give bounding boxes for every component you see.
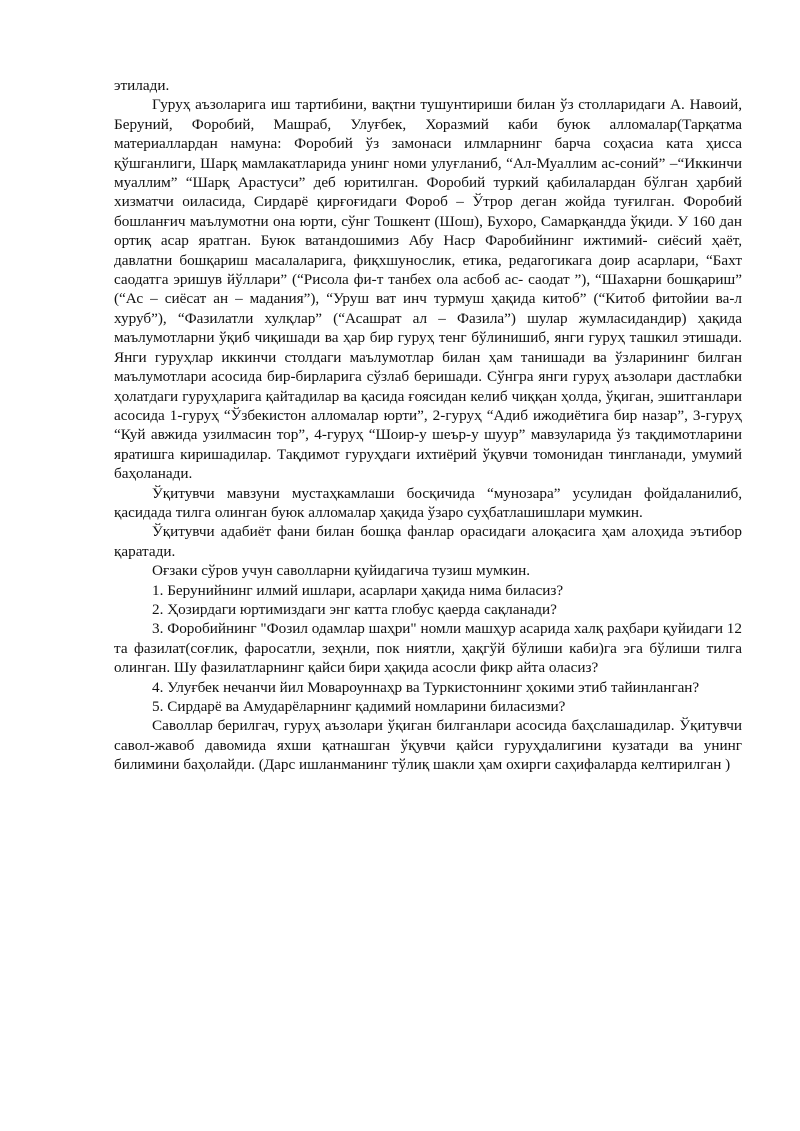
paragraph-debate: Ўқитувчи мавзуни мустаҳкамлаши босқичида “мунозара” усулидан фойдаланилиб, қасидада тилга олинган буюк алломалар ҳақида ўзаро суҳбатлашишлари мумкин.: [114, 484, 742, 521]
question-item-2: 2. Ҳозирдаги юртимиздаги энг катта глобус қаерда сақланади?: [152, 600, 557, 618]
paragraph-group-work: Гуруҳ аъзоларига иш тартибини, вақтни тушунтириши билан ўз столларидаги А. Навоий, Беруний, Форобий, Машраб, Улуғбек, Хоразмий каби буюк алломалар(Тарқатма материаллардан намуна: Форобий ўз замонаси илмларнинг барча соҳасиа ката ҳисса қўшганлиги, Шарқ мамлакатларида унинг номи улуғланиб, “Ал-Муаллим ас-соний” –“Иккинчи муаллим” “Шарқ Арастуси” деб юритилган. Форобий туркий қабилалардан бўлган ҳарбий хизматчи оиласида, Сирдарё қирғоғидаги Фороб – Ўтрор деган жойда туғилган. Форобий бошланғич маълумотни она юрти, сўнг Тошкент (Шош), Бухоро, Самарқандда ўқиди. У 160 дан ортиқ асар яратган. Буюк ватандошимиз Абу Наср Фаробийнинг ижтимий- сиёсий ҳаёт, давлатни бошқариш масалаларига, фиқхшунослик, етика, редагогикага доир асарлари, “Бахт саодатга эришув йўллари” (“Рисола фи-т танбех ола асбоб ас- саодат ”), “Шахарни бошқариш” (“Ас – сиёсат ан – мадания”), “Уруш ват инч турмуш ҳақида китоб” (“Китоб фитойии ва-л хуруб”), “Фазилатли хулқлар” (“Асашрат ал – Фазила”) шулар жумласидандир) ҳақида маълумотларни ўқиб чиқишади ва ҳар бир гуруҳ тенг бўлинишиб, янги гуруҳ ташкил этишади. Янги гуруҳлар иккинчи столдаги маълумотлар билан ҳам танишади ва ўзларининг билган маълумотлари асосида бир-бирларига сўзлаб беришади. Сўнгра янги гуруҳ аъзолари дастлабки ҳолатдаги гуруҳларига қайтадилар ва қасида ғоясидан келиб чиққан ҳолда, ўқиган, эшитганлари асосида 1-гуруҳ “Ўзбекистон алломалар юрти”, 2-гуруҳ “Адиб ижодиётига бир назар”, 3-гуруҳ “Куй авжида узилмасин тор”, 4-гуруҳ “Шоир-у шеър-у шуур” мавзуларида ўз тақдимотларини яратишга киришадилар. Тақдимот гуруҳдаги ихтиёрий ўқувчи томонидан тингланади, умумий баҳоланади.: [114, 96, 742, 483]
paragraph-conclusion: Саволлар берилгач, гуруҳ аъзолари ўқиган билганлари асосида баҳслашадилар. Ўқитувчи савол-жавоб давомида яхши қатнашган ўқувчи қайси гуруҳдалигини кузатади ва унинг билимини баҳолайди. (Дарс ишланманинг тўлиқ шакли ҳам охирги саҳифаларда келтирилган ): [114, 717, 742, 774]
paragraph-continuation: этилади.: [114, 77, 170, 94]
paragraph-interdisciplinary: Ўқитувчи адабиёт фани билан бошқа фанлар орасидаги алоқасига ҳам алоҳида эътибор қаратади.: [114, 523, 742, 560]
question-item-1: 1. Берунийнинг илмий ишлари, асарлари ҳақида нима биласиз?: [152, 581, 564, 599]
question-item-5: 5. Сирдарё ва Амударёларнинг қадимий номларини биласизми?: [152, 698, 566, 715]
question-item-3: 3. Форобийнинг "Фозил одамлар шаҳри" номли машҳур асарида халқ раҳбари қуйидаги 12 та фазилат(соғлик, фаросатли, зеҳнли, пок ниятли, ҳақгўй бўлиши каби)га эга бўлиши тилга олинган. Шу фазилатларнинг қайси бири ҳақида асосли фикр айта оласиз?: [114, 620, 742, 677]
paragraph-questions-intro: Оғзаки сўров учун саволларни қуйидагича тузиш мумкин.: [152, 562, 531, 580]
question-item-4: 4. Улуғбек нечанчи йил Мовароуннаҳр ва Туркистоннинг ҳокими этиб тайинланган?: [152, 678, 700, 696]
document-page: [114, 76, 742, 775]
